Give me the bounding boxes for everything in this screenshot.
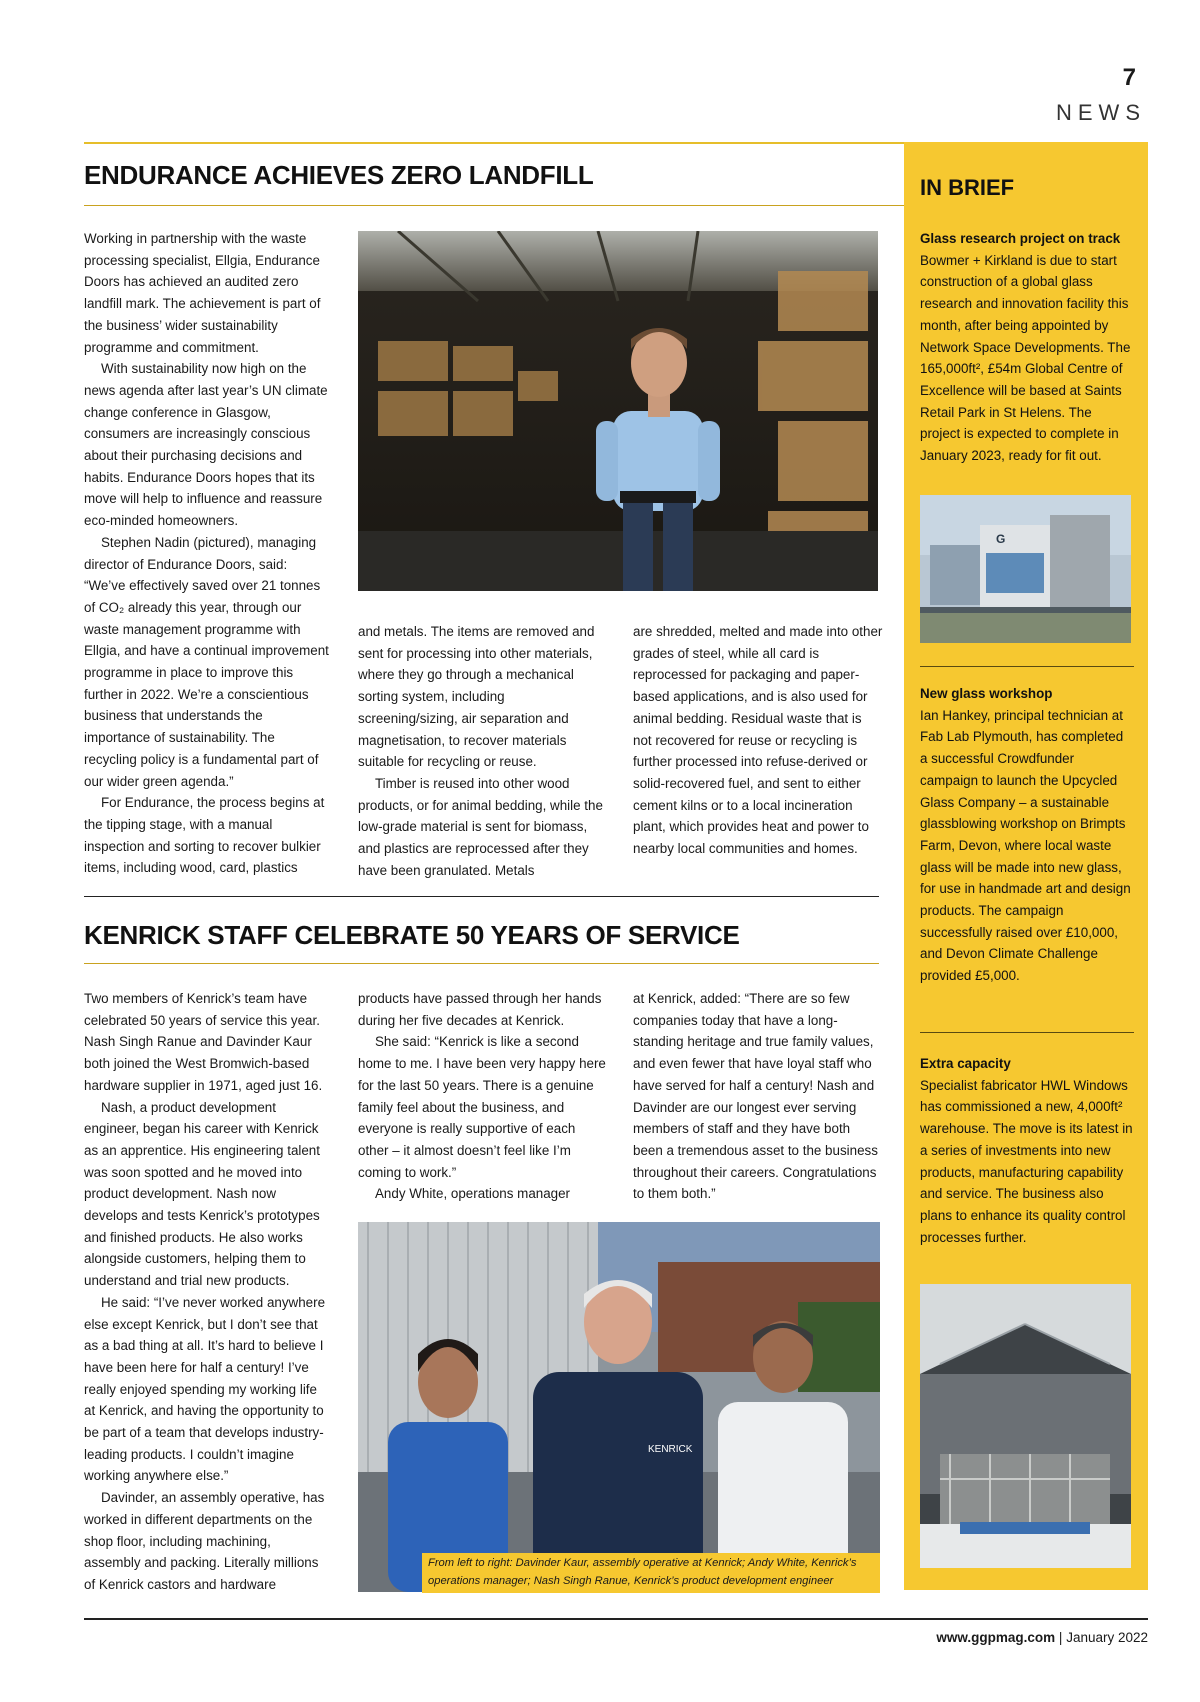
glass-centre-render bbox=[920, 495, 1131, 643]
article-divider bbox=[84, 896, 879, 897]
building-render-illustration bbox=[920, 495, 1131, 643]
in-brief-heading: IN BRIEF bbox=[920, 175, 1015, 200]
article2-title-rule bbox=[84, 963, 879, 964]
warehouse-interior-photo bbox=[920, 1284, 1131, 1568]
brief-item-glass-workshop bbox=[920, 683, 1134, 987]
brief-item-title: Extra capacity bbox=[920, 1056, 1011, 1071]
brief-item-glass-research bbox=[920, 228, 1134, 467]
article2-paragraph: products have passed through her hands during her five decades at Kenrick. bbox=[358, 991, 602, 1028]
footer-date: January 2022 bbox=[1066, 1630, 1148, 1645]
brief-item-body: Specialist fabricator HWL Windows has commissioned a new, 4,000ft² warehouse. The move is its latest in a series of investments into new products, manufacturing capability and service. The business also plans to enhance its quality control processes further. bbox=[920, 1077, 1133, 1245]
brief-item-body: Bowmer + Kirkland is due to start construction of a global glass research and innovation facility this month, after being appointed by Network Space Developments. The 165,000ft², £54m Global Centre of Excellence will be based at Saints Retail Park in St Helens. The project is expected to complete in January 2023, ready for fit out. bbox=[920, 252, 1131, 464]
kenrick-staff-illustration bbox=[358, 1222, 880, 1592]
article1-paragraph: Stephen Nadin (pictured), managing director of Endurance Doors, said: “We’ve effectively saved over 21 tonnes of CO₂ already this year, through our waste management programme with Ellgia, and have a continual improvement programme in place to improve this further in 2022. We’re a conscientious business that understands the importance of sustainability. The recycling policy is a fundamental part of our wider green agenda.” bbox=[84, 534, 329, 789]
building-sign: G bbox=[996, 532, 1006, 546]
brief-item-title: New glass workshop bbox=[920, 686, 1053, 701]
article1-paragraph: Timber is reused into other wood products, or for animal bedding, while the low-grade material is sent for biomass, and plastics are reprocessed after they have been granulated. Metals bbox=[358, 775, 603, 878]
article2-paragraph: She said: “Kenrick is like a second home to me. I have been very happy here for the last 50 years. There is a genuine family feel about the business, and everyone is really supportive of each other – it almost doesn’t feel like I’m coming to work.” bbox=[358, 1034, 606, 1180]
brief-divider bbox=[920, 1032, 1134, 1033]
article1-paragraph: are shredded, melted and made into other grades of steel, while all card is reprocessed for packaging and paper-based applications, and is also used for animal bedding. Residual waste that is not recovered for reuse or recycling is further processed into refuse-derived or solid-recovered fuel, and sent to either cement kilns or to a local incineration plant, which provides heat and power to nearby local communities and homes. bbox=[633, 624, 883, 857]
article2-paragraph: Davinder, an assembly operative, has worked in different departments on the shop floor, including machining, assembly and packing. Literally millions of Kenrick castors and hardware bbox=[84, 1490, 325, 1592]
brief-item-title: Glass research project on track bbox=[920, 231, 1121, 246]
brief-item-extra-capacity bbox=[920, 1053, 1134, 1248]
brief-divider bbox=[920, 666, 1134, 667]
article2-col1 bbox=[84, 988, 329, 1596]
photo-caption: From left to right: Davinder Kaur, assembly operative at Kenrick; Andy White, Kenrick’s operations manager; Nash Singh Ranue, Kenrick’s product development engineer bbox=[422, 1553, 880, 1593]
page-number: 7 bbox=[1122, 64, 1136, 91]
article2-paragraph: at Kenrick, added: “There are so few companies today that have a long-standing heritage and true family values, and even fewer that have loyal staff who have served for half a century! Nash and Davinder are our longest ever serving members of staff and they have both been a tremendous asset to the business throughout their careers. Congratulations to them both.” bbox=[633, 991, 878, 1202]
article1-paragraph: With sustainability now high on the news agenda after last year’s UN climate change conference in Glasgow, consumers are increasingly conscious about their purchasing decisions and habits. Endurance Doors hopes that its move will help to influence and reassure eco-minded homeowners. bbox=[84, 361, 328, 529]
kenrick-staff-photo bbox=[358, 1222, 880, 1592]
footer-rule bbox=[84, 1618, 1148, 1620]
article1-paragraph: and metals. The items are removed and sent for processing into other materials, where they go through a mechanical sorting system, including screening/sizing, air separation and magnetisation, to recover materials suitable for recycling or reuse. bbox=[358, 624, 595, 770]
header-rule bbox=[84, 142, 904, 144]
article1-col2 bbox=[358, 621, 603, 881]
article2-paragraph: Two members of Kenrick’s team have celebrated 50 years of service this year. Nash Singh Ranue and Davinder Kaur both joined the West Bromwich-based hardware supplier in 1971, aged just 16. bbox=[84, 991, 323, 1093]
jacket-logo: KENRICK bbox=[648, 1444, 693, 1455]
footer-separator: | bbox=[1055, 1630, 1067, 1645]
article2-col3 bbox=[633, 988, 883, 1205]
brief-item-body: Ian Hankey, principal technician at Fab Lab Plymouth, has completed a successful Crowdfunder campaign to launch the Upcycled Glass Company – a sustainable glassblowing workshop on Brimpts Farm, Devon, where local waste glass will be made into new glass, for use in handmade art and design products. The campaign successfully raised over £10,000, and Devon Climate Challenge provided £5,000. bbox=[920, 707, 1131, 984]
article1-header bbox=[84, 160, 904, 206]
footer bbox=[936, 1630, 1148, 1645]
stephen-nadin-photo bbox=[358, 231, 878, 591]
article1-paragraph: For Endurance, the process begins at the tipping stage, with a manual inspection and sorting to recover bulkier items, including wood, card, plastics bbox=[84, 795, 325, 876]
article1-title-rule bbox=[84, 205, 904, 206]
warehouse-illustration bbox=[920, 1284, 1131, 1568]
article1-col1 bbox=[84, 228, 329, 879]
footer-site: www.ggpmag.com bbox=[936, 1630, 1056, 1645]
article1-paragraph: Working in partnership with the waste processing specialist, Ellgia, Endurance Doors has achieved an audited zero landfill mark. The achievement is part of the business’ wider sustainability programme and commitment. bbox=[84, 231, 321, 355]
article1-title: ENDURANCE ACHIEVES ZERO LANDFILL bbox=[84, 160, 594, 190]
article2-title: KENRICK STAFF CELEBRATE 50 YEARS OF SERVICE bbox=[84, 920, 740, 950]
article2-paragraph: Nash, a product development engineer, began his career with Kenrick as an apprentice. His engineering talent was soon spotted and he moved into product development. Nash now develops and tests Kenrick’s prototypes and finished products. He also works alongside customers, helping them to understand and trial new products. bbox=[84, 1099, 320, 1289]
article2-paragraph: Andy White, operations manager bbox=[375, 1186, 571, 1202]
article2-col2 bbox=[358, 988, 608, 1205]
warehouse-portrait-illustration bbox=[358, 231, 878, 591]
section-title: NEWS bbox=[1056, 100, 1146, 125]
article2-header bbox=[84, 920, 879, 964]
article2-paragraph: He said: “I’ve never worked anywhere else except Kenrick, but I don’t see that as a bad thing at all. It’s hard to believe I have been here for half a century! I’ve really enjoyed spending my working life at Kenrick, and having the opportunity to be part of a team that develops industry-leading products. I couldn’t imagine working anywhere else.” bbox=[84, 1294, 326, 1484]
article1-col3 bbox=[633, 621, 883, 860]
